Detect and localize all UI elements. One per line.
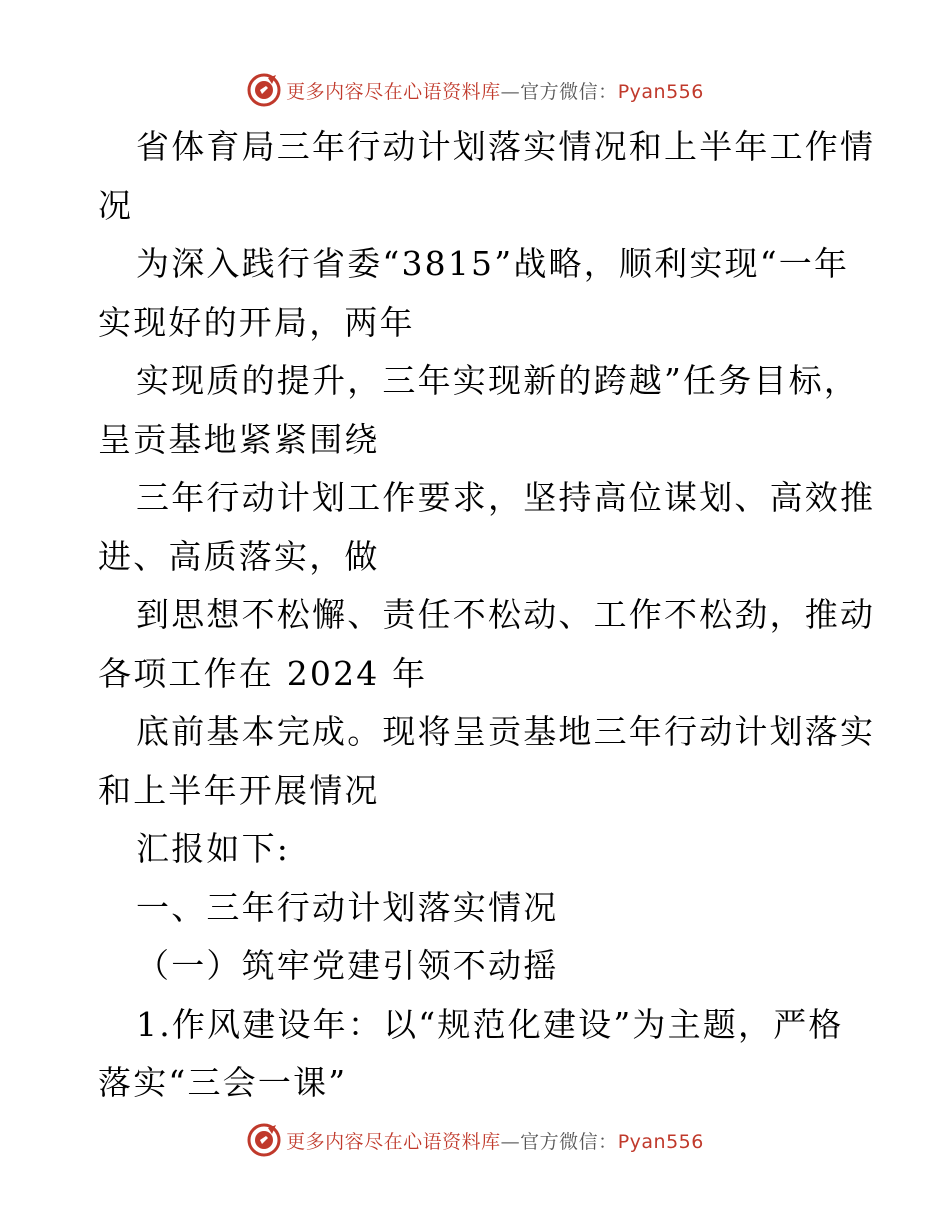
document-body bbox=[98, 118, 876, 1113]
paragraph-line: 底前基本完成。现将呈贡基地三年行动计划落实 bbox=[136, 712, 876, 751]
pen-logo-icon bbox=[246, 1122, 282, 1158]
paragraph-line: 进、高质落实，做 bbox=[98, 536, 380, 576]
subsection-heading: （一）筑牢党建引领不动摇 bbox=[136, 946, 559, 985]
paragraph-line: 三年行动计划工作要求，坚持高位谋划、高效推 bbox=[136, 478, 876, 517]
paragraph-line: 实现好的开局，两年 bbox=[98, 302, 415, 342]
title-line-2: 况 bbox=[98, 185, 134, 225]
watermark-primary: 更多内容尽在心语资料库 bbox=[286, 80, 501, 103]
paragraph-line: 汇报如下: bbox=[136, 829, 291, 868]
header-watermark bbox=[0, 70, 950, 110]
watermark-dash: — bbox=[500, 1130, 521, 1153]
paragraph-line: 呈贡基地紧紧围绕 bbox=[98, 419, 380, 459]
watermark-account: Pyan556 bbox=[617, 1130, 704, 1153]
paragraph-line: 落实“三会一课” bbox=[98, 1063, 348, 1102]
paragraph-line: 到思想不松懈、责任不松动、工作不松劲，推动 bbox=[136, 595, 876, 634]
section-heading: 一、三年行动计划落实情况 bbox=[136, 887, 559, 927]
pen-logo-icon bbox=[246, 72, 282, 108]
title-line-1: 省体育局三年行动计划落实情况和上半年工作情 bbox=[136, 127, 876, 166]
watermark-account: Pyan556 bbox=[617, 80, 704, 103]
paragraph-line: 实现质的提升，三年实现新的跨越”任务目标， bbox=[136, 361, 860, 400]
footer-watermark bbox=[0, 1120, 950, 1160]
watermark-dash: — bbox=[500, 80, 521, 103]
watermark-secondary: 官方微信： bbox=[520, 1130, 618, 1153]
paragraph-line: 和上半年开展情况 bbox=[98, 770, 380, 810]
paragraph-line: 1.作风建设年：以“规范化建设”为主题，严格 bbox=[136, 1004, 844, 1044]
paragraph-line: 各项工作在 2024 年 bbox=[98, 653, 428, 693]
watermark-primary: 更多内容尽在心语资料库 bbox=[286, 1130, 501, 1153]
watermark-secondary: 官方微信： bbox=[520, 80, 618, 103]
paragraph-line: 为深入践行省委“3815”战略，顺利实现“一年 bbox=[136, 244, 850, 283]
